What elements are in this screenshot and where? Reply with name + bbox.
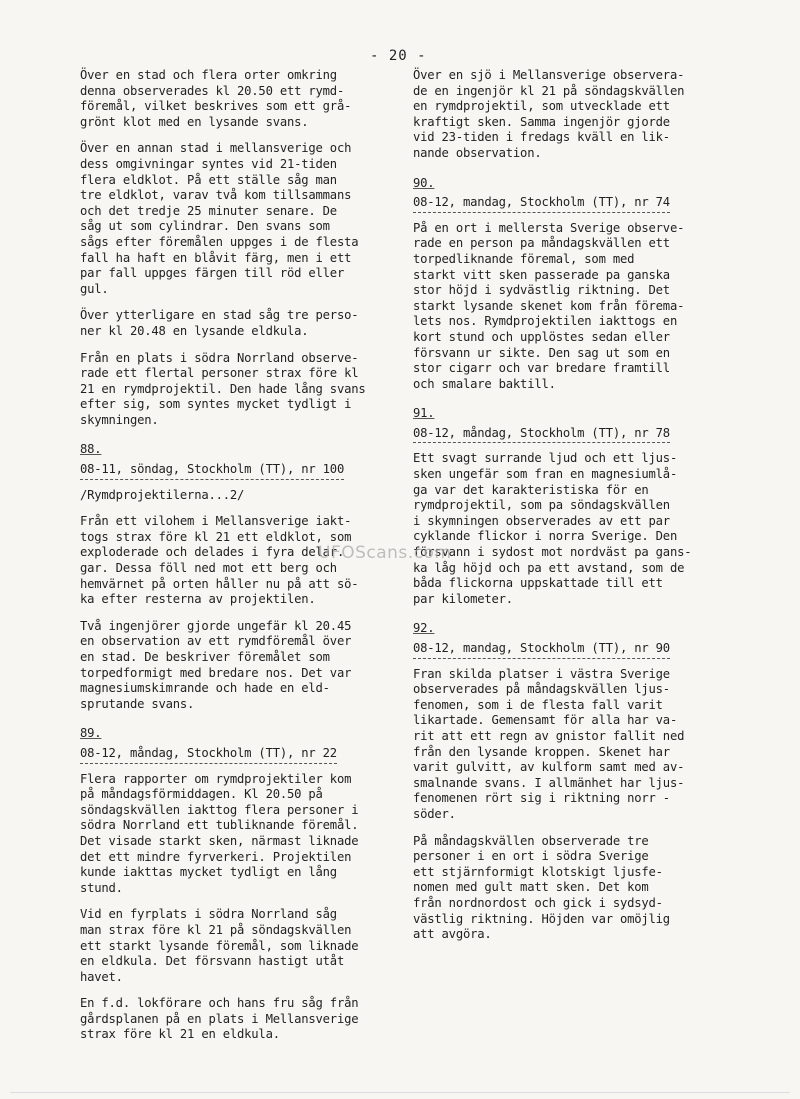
paragraph: Över en stad och flera orter omkring denna observerades kl 20.50 ett rymd- föremål, vilket beskrives som ett grå- grönt klot med en lysande svans.: [80, 68, 352, 129]
entry-subtitle: /Rymdprojektilerna...2/: [80, 487, 245, 502]
paragraph: Två ingenjörer gjorde ungefär kl 20.45 en observation av ett rymdföremål över en stad. De beskriver föremålet som torpedformigt med bredare nos. Det var magnesiumskimrande och hade en eld- sprutande svans.: [80, 618, 352, 711]
paragraph: Fran skilda platser i västra Sverige observerades på måndagskvällen ljus- fenomen, som i de flesta fall varit likartade. Gemensamt för alla har va- rit att ett regn av gnistor fallit ned från den lysande kroppen. Skenet har varit gulvitt, av kulform samt med av- smalnande svans. I allmänhet har ljus- fenomenen rört sig i riktning norr - söder.: [413, 666, 685, 821]
entry-header: 08-12, mandag, Stockholm (TT), nr 74: [413, 195, 670, 213]
paragraph: En f.d. lokförare och hans fru såg från gårdsplanen på en plats i Mellansverige strax före kl 21 en eldkula.: [80, 996, 359, 1042]
paragraph: Vid en fyrplats i södra Norrland såg man strax före kl 21 på söndagskvällen ett starkt lysande föremål, som liknade en eldkula. Det försvann hastigt utåt havet.: [80, 907, 359, 984]
paragraph: På måndagskvällen observerade tre personer i en ort i södra Sverige ett stjärnformigt klotskigt ljusfe- nomen med gult matt sken. Det kom från nordnordost och gick i sydsyd- västlig riktning. Höjden var omöjlig att avgöra.: [413, 833, 670, 942]
page-edge-line: [10, 1092, 790, 1093]
entry-number: 89.: [80, 726, 102, 741]
entry-header: 08-12, måndag, Stockholm (TT), nr 78: [413, 426, 670, 444]
right-column: [413, 68, 718, 954]
entry-number: 90.: [413, 175, 435, 190]
entry-header: 08-12, måndag, Stockholm (TT), nr 22: [80, 746, 337, 764]
entry-number: 92.: [413, 621, 435, 636]
page-number: - 20 -: [370, 48, 427, 64]
paragraph: Över ytterligare en stad såg tre perso- ner kl 20.48 en lysande eldkula.: [80, 308, 359, 338]
paragraph: På en ort i mellersta Sverige observe- rade en person pa måndagskvällen ett torpedliknande föremal, som med starkt vitt sken passerade pa ganska stor höjd i sydvästlig riktning. Det starkt lysande skenet kom från förema- lets nos. Rymdprojektilen iakttogs en kort stund och upplöstes sedan eller försvann ur sikte. Den sag ut som en stor cigarr och var bredare framtill och smalare baktill.: [413, 220, 685, 391]
watermark: UFOScans.com: [318, 543, 452, 563]
entry-number: 91.: [413, 406, 435, 421]
entry-header: 08-11, söndag, Stockholm (TT), nr 100: [80, 462, 344, 480]
paragraph: Från en plats i södra Norrland observe- rade ett flertal personer strax före kl 21 en rymdprojektil. Den hade lång svans efter sig, som syntes mycket tydligt i skymningen.: [80, 350, 366, 427]
paragraph: Över en annan stad i mellansverige och dess omgivningar syntes vid 21-tiden flera eldklot. På ett ställe såg man tre eldklot, varav två kom tillsammans och det tredje 25 minuter senare. De såg ut som cylindrar. Den svans som sågs efter föremålen uppges i de flesta fall ha haft en blåvit färg, men i ett par fall uppges färgen till röd eller gul.: [80, 141, 359, 296]
paragraph: Från ett vilohem i Mellansverige iakt- togs strax före kl 21 ett eldklot, som exploderade och delades i fyra delar. gar. Dessa föll ned mot ett berg och hemvärnet på orten håller nu på att sö- ka efter resterna av projektilen.: [80, 514, 359, 607]
entry-number: 88.: [80, 442, 102, 457]
paragraph: Ett svagt surrande ljud och ett ljus- sken ungefär som fran en magnesiumlå- ga var det karakteristiska för en rymdprojektil, som pa söndagskvällen i skymningen observerades av ett par cyklande flickor i norra Sverige. Den försvann i sydost mot nordväst pa gans- ka låg höjd och pa ett avstand, som de båda flickorna uppskattade till ett par kilometer.: [413, 451, 692, 606]
paragraph: Över en sjö i Mellansverige observera- de en ingenjör kl 21 på söndagskvällen en rymdprojektil, som utvecklade ett kraftigt sken. Samma ingenjör gjorde vid 23-tiden i fredags kväll en lik- nande observation.: [413, 68, 685, 160]
paragraph: Flera rapporter om rymdprojektiler kom på måndagsförmiddagen. Kl 20.50 på söndagskvällen iakttog flera personer i södra Norrland ett tubliknande föremål. Det visade starkt sken, närmast liknade det ett mindre fyrverkeri. Projektilen kunde iakttas mycket tydligt en lång stund.: [80, 771, 359, 895]
entry-header: 08-12, mandag, Stockholm (TT), nr 90: [413, 641, 670, 659]
